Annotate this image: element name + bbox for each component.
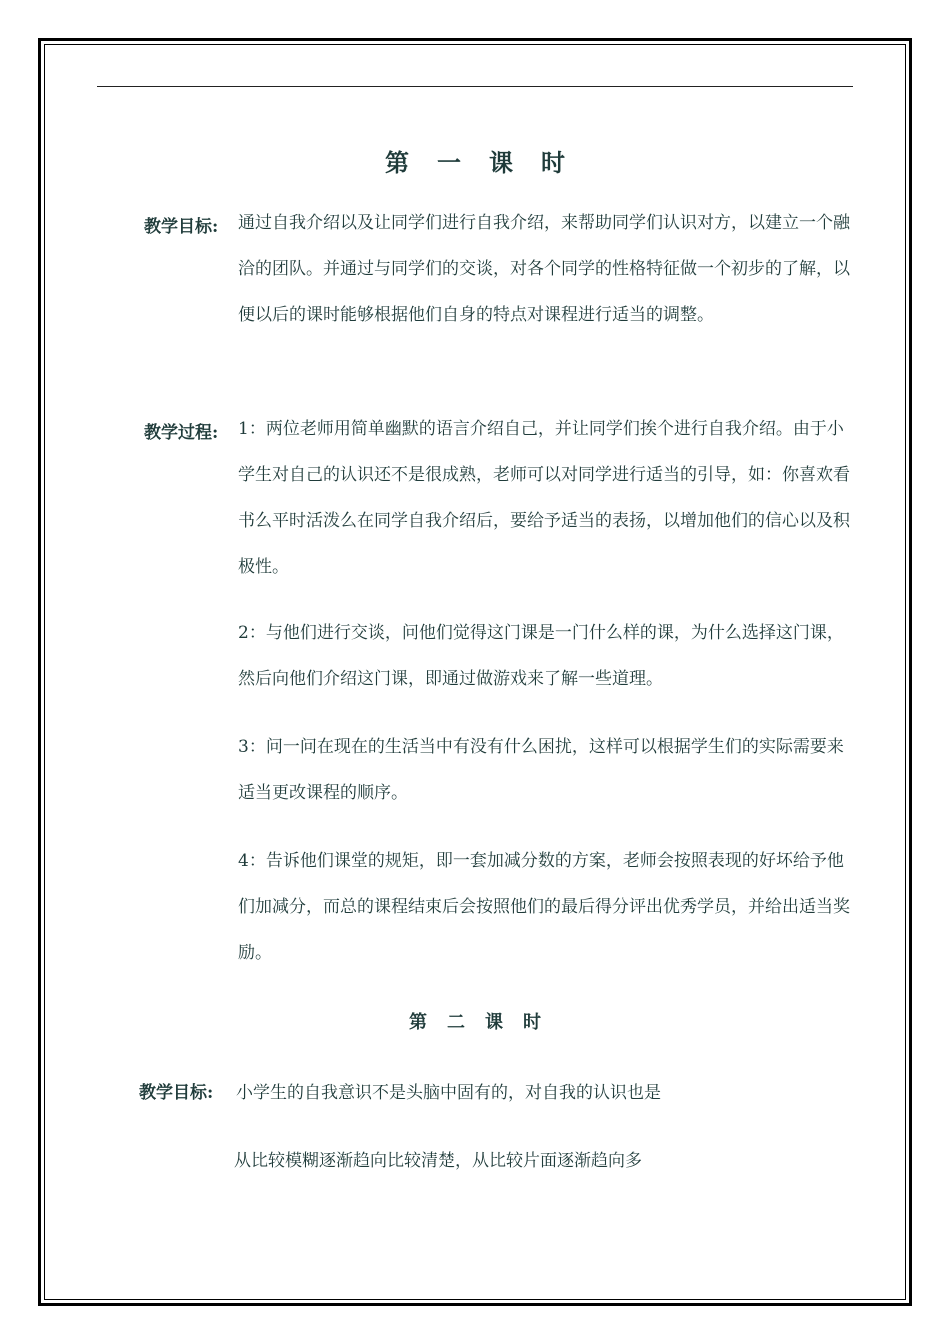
header-rule xyxy=(97,86,853,87)
lesson1-step-2: 2：与他们进行交谈，问他们觉得这门课是一门什么样的课，为什么选择这门课，然后向他们介绍这门课，即通过做游戏来了解一些道理。 xyxy=(238,623,844,689)
lesson1-step-3: 3：问一问在现在的生活当中有没有什么困扰，这样可以根据学生们的实际需要来适当更改课程的顺序。 xyxy=(238,737,844,803)
lesson2-goal-label: 教学目标: xyxy=(139,1083,214,1103)
lesson1-goal-text: 通过自我介绍以及让同学们进行自我介绍，来帮助同学们认识对方，以建立一个融洽的团队。并通过与同学们的交谈，对各个同学的性格特征做一个初步的了解，以便以后的课时能够根据他们自身的特点对课程进行适当的调整。 xyxy=(238,213,850,325)
lesson1-process-label: 教学过程: xyxy=(144,423,219,443)
lesson1-step-4: 4：告诉他们课堂的规矩，即一套加减分数的方案，老师会按照表现的好坏给予他们加减分，而总的课程结束后会按照他们的最后得分评出优秀学员，并给出适当奖励。 xyxy=(238,851,850,963)
lesson2-goal-line-2: 从比较模糊逐渐趋向比较清楚，从比较片面逐渐趋向多 xyxy=(234,1151,642,1171)
lesson1-title: 第一课时 xyxy=(385,148,593,177)
lesson2-title: 第二课时 xyxy=(409,1012,561,1033)
lesson1-step-1: 1：两位老师用简单幽默的语言介绍自己，并让同学们挨个进行自我介绍。由于小学生对自己的认识还不是很成熟，老师可以对同学进行适当的引导，如：你喜欢看书么平时活泼么在同学自我介绍后，要给予适当的表扬，以增加他们的信心以及积极性。 xyxy=(238,419,850,577)
lesson1-goal-label: 教学目标: xyxy=(144,217,219,237)
lesson2-goal-line-1: 小学生的自我意识不是头脑中固有的，对自我的认识也是 xyxy=(236,1083,661,1103)
